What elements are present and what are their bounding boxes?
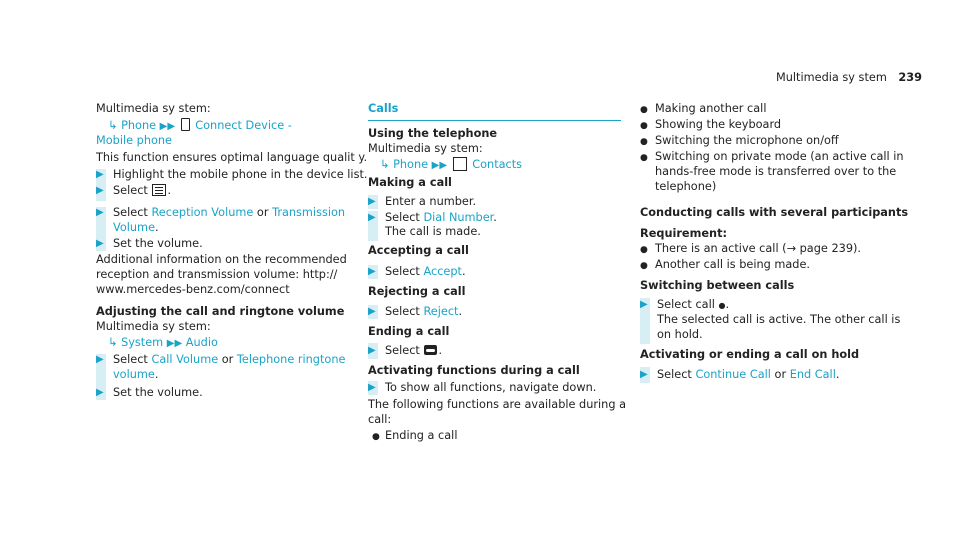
requirement-label: Requirement: [640,227,727,240]
bullet-icon: ● [640,105,648,115]
subheading: Rejecting a call [368,285,466,298]
double-arrow-icon: ▶▶ [431,160,448,171]
step-text: Select Reception Volume or Transmission [113,206,346,219]
bullet-icon: ● [640,153,648,163]
step-result: on hold. [657,328,703,341]
subheading: Making a call [368,176,452,189]
bullet-icon: ● [372,432,380,442]
double-arrow-icon: ▶▶ [159,121,176,132]
submenu-arrow-icon: ↳ [108,119,118,132]
step-text-cont: Volume. [113,221,159,234]
submenu-arrow-icon: ↳ [380,158,390,171]
section-heading: Adjusting the call and ringtone volume [96,305,345,318]
step-arrow-icon: ▶ [96,169,104,180]
menu-path-label: Multimedia sy stem: [96,102,211,115]
step-text: Select Call Volume or Telephone ringtone [113,353,346,366]
step-text: Enter a number. [385,195,477,208]
menu-path-mobile: Mobile phone [96,134,173,147]
menu-path-phone: ↳ Phone ▶▶ Contacts [380,158,523,171]
step-arrow-icon: ▶ [96,185,104,196]
step-arrow-icon: ▶ [368,196,376,207]
paragraph: Additional information on the recommended [96,253,347,266]
step-result: The call is made. [385,225,481,238]
step-text: Set the volume. [113,386,203,399]
menu-path-label: Multimedia sy stem: [368,142,483,155]
paragraph: www.mercedes-benz.com/connect [96,283,290,296]
call-dot-icon: ● [718,301,726,310]
step-arrow-icon: ▶ [96,238,104,249]
list-item: Showing the keyboard [655,118,782,131]
subheading: Activating or ending a call on hold [640,348,860,361]
step-arrow-icon: ▶ [96,354,104,365]
paragraph: reception and transmission volume: http:// [96,268,338,281]
step-text: Select call ●. [657,298,730,311]
step-text: To show all functions, navigate down. [385,381,597,394]
list-item-cont: telephone) [655,180,717,193]
device-icon [181,118,190,131]
paragraph: This function ensures optimal language qualit y. [96,151,368,164]
step-arrow-icon: ▶ [96,387,104,398]
subheading: Ending a call [368,325,450,338]
section-title: Calls [368,102,399,115]
step-text: Select . [113,184,172,197]
bullet-icon: ● [640,261,648,271]
step-arrow-icon: ▶ [368,266,376,277]
submenu-arrow-icon: ↳ [108,336,118,349]
subheading: Accepting a call [368,244,469,257]
section-heading: Using the telephone [368,127,498,140]
step-arrow-icon: ▶ [368,306,376,317]
menu-path-phone: ↳ Phone ▶▶ Connect Device - [108,119,292,132]
list-item: Making another call [655,102,767,115]
step-arrow-icon: ▶ [640,369,648,380]
paragraph: call: [368,413,392,426]
step-arrow-icon: ▶ [368,212,376,223]
section-divider [368,120,621,121]
step-result: The selected call is active. The other call is [657,313,901,326]
page-number: 239 [898,71,923,84]
header-title: Multimedia sy stem [776,71,887,84]
menu-path-system: ↳ System ▶▶ Audio [108,336,218,349]
list-item: Switching the microphone on/off [655,134,839,147]
section-heading: Conducting calls with several participants [640,206,909,219]
menu-path-label: Multimedia sy stem: [96,320,211,333]
subheading: Switching between calls [640,279,795,292]
subheading: Activating functions during a call [368,364,580,377]
step-arrow-icon: ▶ [368,345,376,356]
paragraph: The following functions are available during a [368,398,627,411]
step-text: Highlight the mobile phone in the device list. [113,168,368,181]
page-ref-arrow-icon: → [786,242,797,255]
step-text: Select Reject. [385,305,463,318]
list-item: Switching on private mode (an active call in [655,150,904,163]
step-text: Select Accept. [385,265,466,278]
step-text: Select Continue Call or End Call. [657,368,840,381]
double-arrow-icon: ▶▶ [166,338,183,349]
step-arrow-icon: ▶ [368,382,376,393]
header [776,71,922,85]
step-arrow-icon: ▶ [640,299,648,310]
step-arrow-icon: ▶ [96,207,104,218]
step-text: Select Dial Number. [385,211,497,224]
list-item-cont: hands-free mode is transferred over to the [655,165,897,178]
list-item: Ending a call [385,429,458,442]
step-text: Set the volume. [113,237,203,250]
list-item: Another call is being made. [655,258,811,271]
search-icon [453,157,467,171]
list-item: There is an active call (→ page 239). [655,242,862,255]
menu-icon [152,184,166,196]
step-text-cont: volume. [113,368,159,381]
end-call-icon [424,345,437,355]
bullet-icon: ● [640,121,648,131]
bullet-icon: ● [640,137,648,147]
step-text: Select . [385,344,443,357]
bullet-icon: ● [640,245,648,255]
